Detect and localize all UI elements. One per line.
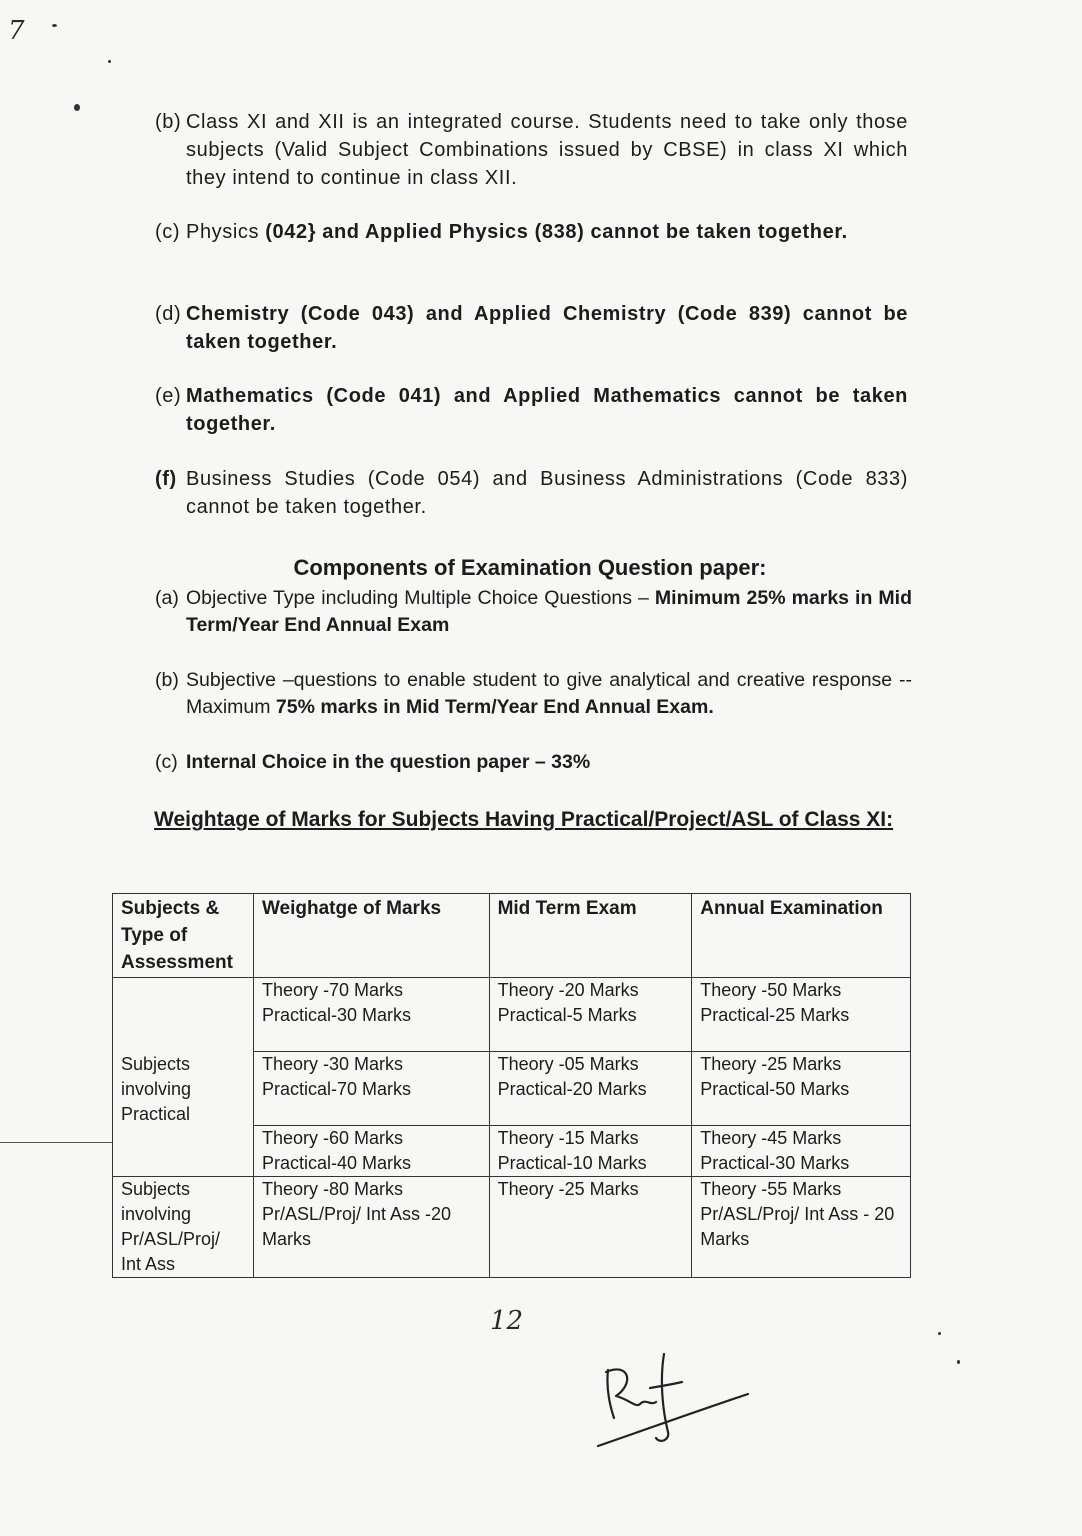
header-cell: Annual Examination — [692, 894, 911, 978]
cell-line: Theory -20 Marks — [497, 980, 639, 1000]
scan-speck — [108, 60, 111, 63]
table-cell — [489, 1052, 692, 1126]
table-row — [113, 1177, 911, 1278]
cell-line: Practical-20 Marks — [497, 1079, 647, 1099]
table-header-row — [113, 894, 911, 978]
component-label: (c) — [155, 751, 178, 773]
scan-speck — [938, 1332, 941, 1335]
table-cell — [253, 1177, 489, 1278]
cell-line: Practical-50 Marks — [700, 1079, 850, 1099]
cell-line: Practical-30 Marks — [261, 1005, 411, 1025]
cell-line: Practical-70 Marks — [261, 1079, 411, 1099]
scan-speck — [957, 1360, 960, 1364]
handwritten-page-mark: 7 — [8, 16, 25, 46]
rule-label: (d) — [155, 303, 182, 325]
cell-line: Theory -25 Marks — [700, 1054, 842, 1074]
component-a — [155, 585, 912, 639]
table-cell — [489, 978, 692, 1052]
rule-f — [155, 465, 908, 521]
rule-b — [155, 108, 908, 192]
cell-line: Theory -45 Marks — [700, 1128, 842, 1148]
cell-line: Theory -80 Marks — [261, 1179, 403, 1199]
component-text: Objective Type including Multiple Choice Questions – — [186, 587, 655, 609]
cell-line: Theory -60 Marks — [261, 1128, 403, 1148]
cell-line: Practical-10 Marks — [497, 1153, 647, 1173]
table-cell — [692, 978, 911, 1052]
subject-cell: Subjects involving Practical — [113, 978, 254, 1177]
handwritten-page-number: 12 — [490, 1306, 524, 1336]
component-label: (a) — [155, 587, 179, 609]
cell-line: Theory -30 Marks — [261, 1054, 403, 1074]
cell-line: Pr/ASL/Proj/ Int Ass - 20 Marks — [700, 1204, 895, 1249]
cell-line: Practical-40 Marks — [261, 1153, 411, 1173]
table-cell — [253, 1126, 489, 1177]
component-bold-text: Minimum 25% marks in Mid Term/Year End Annual Exam — [186, 587, 912, 636]
table-row — [113, 978, 911, 1052]
cell-line: Theory -25 Marks — [497, 1179, 639, 1199]
component-text: Subjective –questions to enable student to give analytical and creative response -- Maximum — [186, 669, 912, 718]
rule-lead: Physics — [186, 221, 260, 243]
subject-cell: Subjects involving Pr/ASL/Proj/ Int Ass — [113, 1177, 254, 1278]
header-cell: Subjects & Type of Assessment — [113, 894, 254, 978]
cell-line: Practical-25 Marks — [700, 1005, 850, 1025]
table-cell — [253, 1052, 489, 1126]
component-bold-text: Internal Choice in the question paper – 33% — [186, 751, 591, 773]
rule-e — [155, 382, 908, 438]
scan-speck — [52, 24, 57, 27]
table-cell — [692, 1126, 911, 1177]
table-cell — [489, 1126, 692, 1177]
rule-text: Class XI and XII is an integrated course. Students need to take only those subjects (Valid Subject Combinations issued by CBSE) in class XI which they intend to continue in class XII. — [186, 111, 908, 189]
scan-line — [0, 1142, 112, 1143]
cell-line: Theory -55 Marks — [700, 1179, 842, 1199]
rule-text: Mathematics (Code 041) and Applied Mathematics cannot be taken together. — [186, 385, 908, 435]
cell-line: Theory -05 Marks — [497, 1054, 639, 1074]
table-cell — [489, 1177, 692, 1278]
component-label: (b) — [155, 669, 179, 691]
scan-speck — [74, 104, 80, 111]
rule-text: Business Studies (Code 054) and Business Administrations (Code 833) cannot be taken together. — [186, 468, 908, 518]
table-cell — [692, 1052, 911, 1126]
handwritten-signature — [590, 1348, 760, 1458]
cell-line: Theory -15 Marks — [497, 1128, 639, 1148]
rule-d — [155, 300, 908, 356]
table-cell — [692, 1177, 911, 1278]
cell-line: Theory -50 Marks — [700, 980, 842, 1000]
rule-text: (042} and Applied Physics (838) cannot be taken together. — [259, 221, 848, 243]
rule-label: (b) — [155, 111, 182, 133]
table-cell — [253, 978, 489, 1052]
component-b — [155, 667, 912, 721]
weightage-title: Weightage of Marks for Subjects Having Practical/Project/ASL of Class XI: — [154, 808, 894, 831]
cell-line: Practical-5 Marks — [497, 1005, 637, 1025]
weightage-table — [112, 893, 911, 1278]
rule-label: (e) — [155, 385, 182, 407]
component-c — [155, 749, 912, 776]
component-bold-text: 75% marks in Mid Term/Year End Annual Exam. — [275, 696, 714, 718]
rule-text: Chemistry (Code 043) and Applied Chemistry (Code 839) cannot be taken together. — [186, 303, 908, 353]
rule-c — [155, 218, 908, 246]
header-cell: Mid Term Exam — [489, 894, 692, 978]
rule-label: (c) — [155, 221, 181, 243]
cell-line: Theory -70 Marks — [261, 980, 403, 1000]
rule-label: (f) — [155, 468, 177, 490]
cell-line: Practical-30 Marks — [700, 1153, 850, 1173]
cell-line: Pr/ASL/Proj/ Int Ass -20 Marks — [261, 1204, 452, 1249]
header-cell: Weighatge of Marks — [253, 894, 489, 978]
components-heading: Components of Examination Question paper: — [293, 555, 767, 580]
